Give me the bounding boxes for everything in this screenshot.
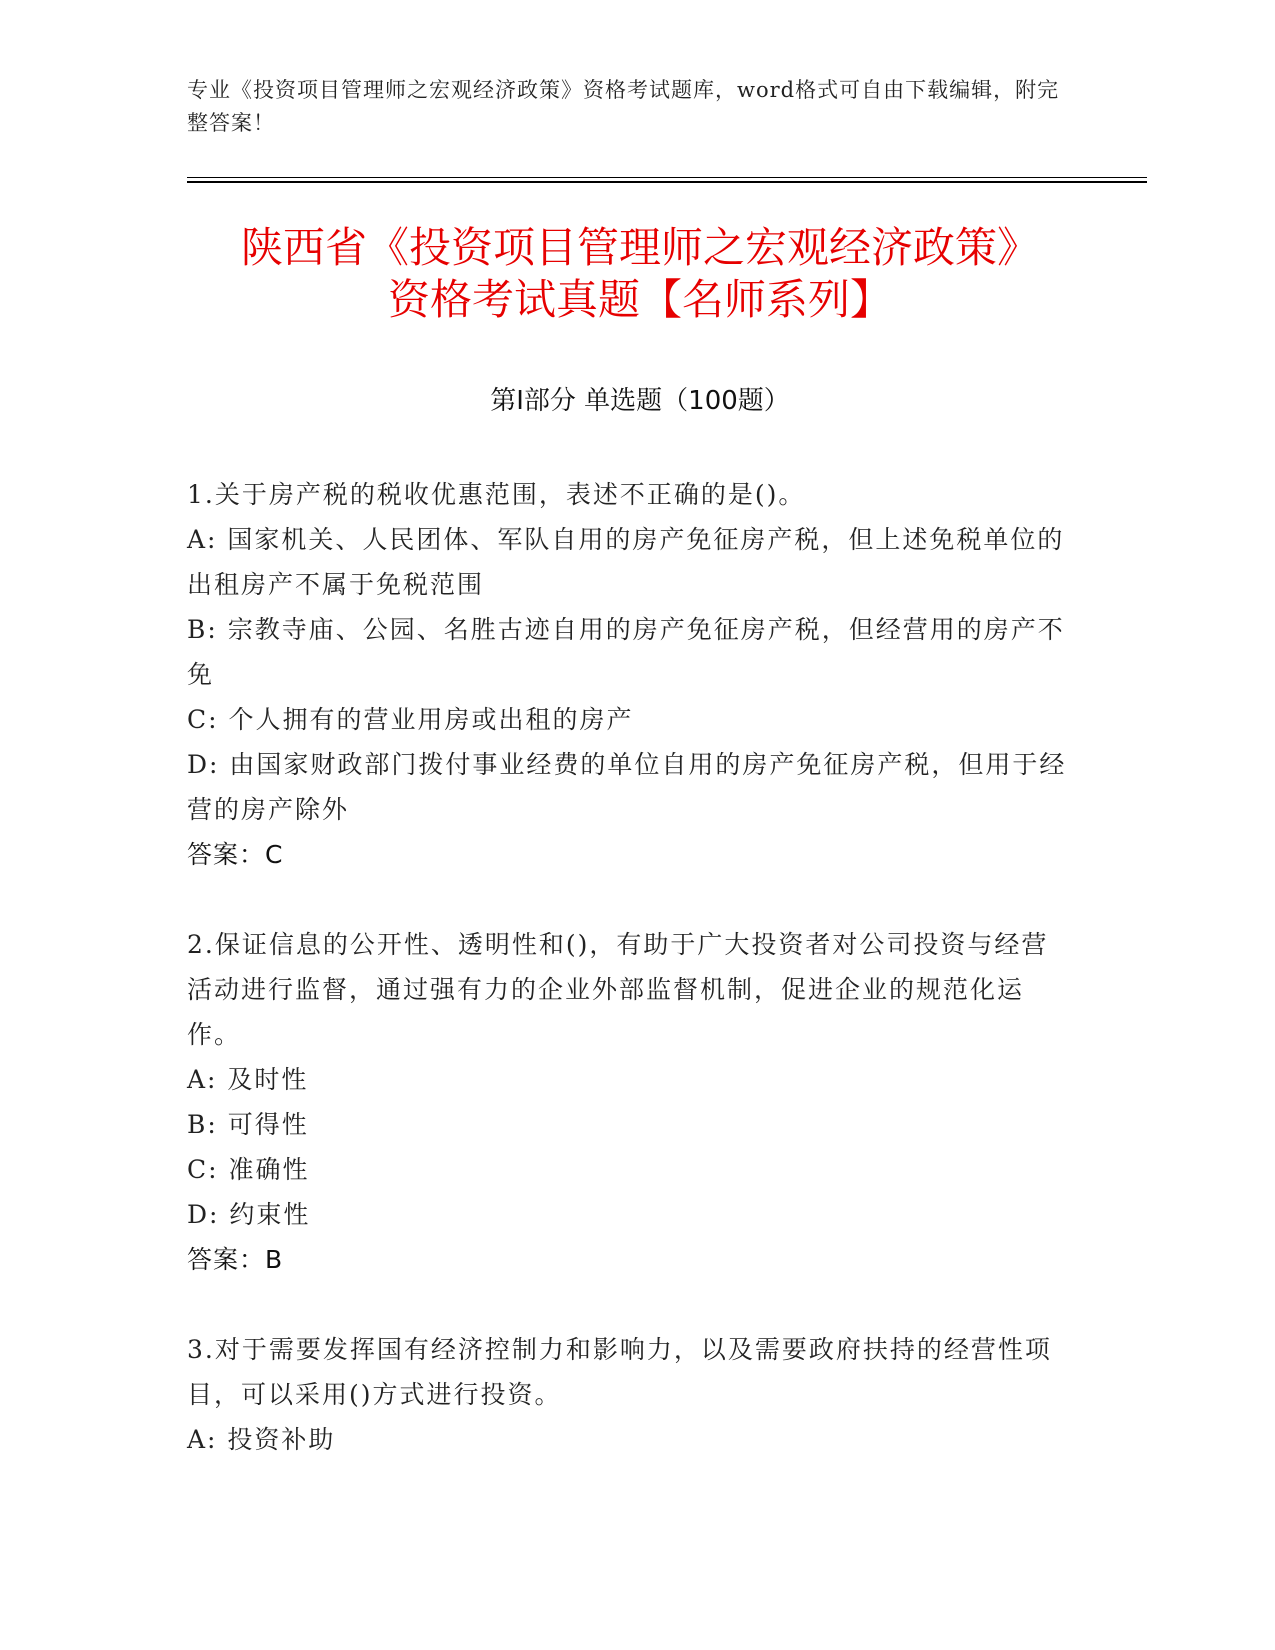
option-b: B: 可得性 [187,1110,309,1139]
question-list [187,472,1067,1462]
question-stem: 3.对于需要发挥国有经济控制力和影响力，以及需要政府扶持的经营性项目，可以采用()方式进行投资。 [187,1335,1052,1409]
option-a: A: 投资补助 [187,1425,336,1454]
answer: 答案：B [187,1245,284,1274]
question-spacer [187,1282,1067,1327]
document-title-line-1: 陕西省《投资项目管理师之宏观经济政策》 [240,223,1039,272]
question-3 [187,1327,1067,1462]
header-divider-thick [187,181,1147,183]
option-d: D: 约束性 [187,1200,311,1229]
question-spacer [187,877,1067,922]
option-c: C: 准确性 [187,1155,310,1184]
document-title [140,222,1140,326]
question-stem: 2.保证信息的公开性、透明性和()，有助于广大投资者对公司投资与经营活动进行监督，通过强有力的企业外部监督机制，促进企业的规范化运作。 [187,930,1049,1049]
header-note: 专业《投资项目管理师之宏观经济政策》资格考试题库，word格式可自由下载编辑，附完整答案！ [187,78,1060,135]
header-divider-thin [187,177,1147,178]
answer: 答案：C [187,840,284,869]
document-title-line-2: 资格考试真题【名师系列】 [387,275,892,324]
option-c: C: 个人拥有的营业用房或出租的房产 [187,705,634,734]
question-stem: 1.关于房产税的税收优惠范围，表述不正确的是()。 [187,480,806,509]
question-2 [187,922,1067,1282]
option-a: A: 及时性 [187,1065,309,1094]
option-b: B: 宗教寺庙、公园、名胜古迹自用的房产免征房产税，但经营用的房产不免 [187,615,1065,689]
option-d: D: 由国家财政部门拨付事业经费的单位自用的房产免征房产税，但用于经营的房产除外 [187,750,1067,824]
section-title: 第I部分 单选题（100题） [490,386,790,416]
question-1 [187,472,1067,877]
option-a: A: 国家机关、人民团体、军队自用的房产免征房产税，但上述免税单位的出租房产不属于免税范围 [187,525,1065,599]
